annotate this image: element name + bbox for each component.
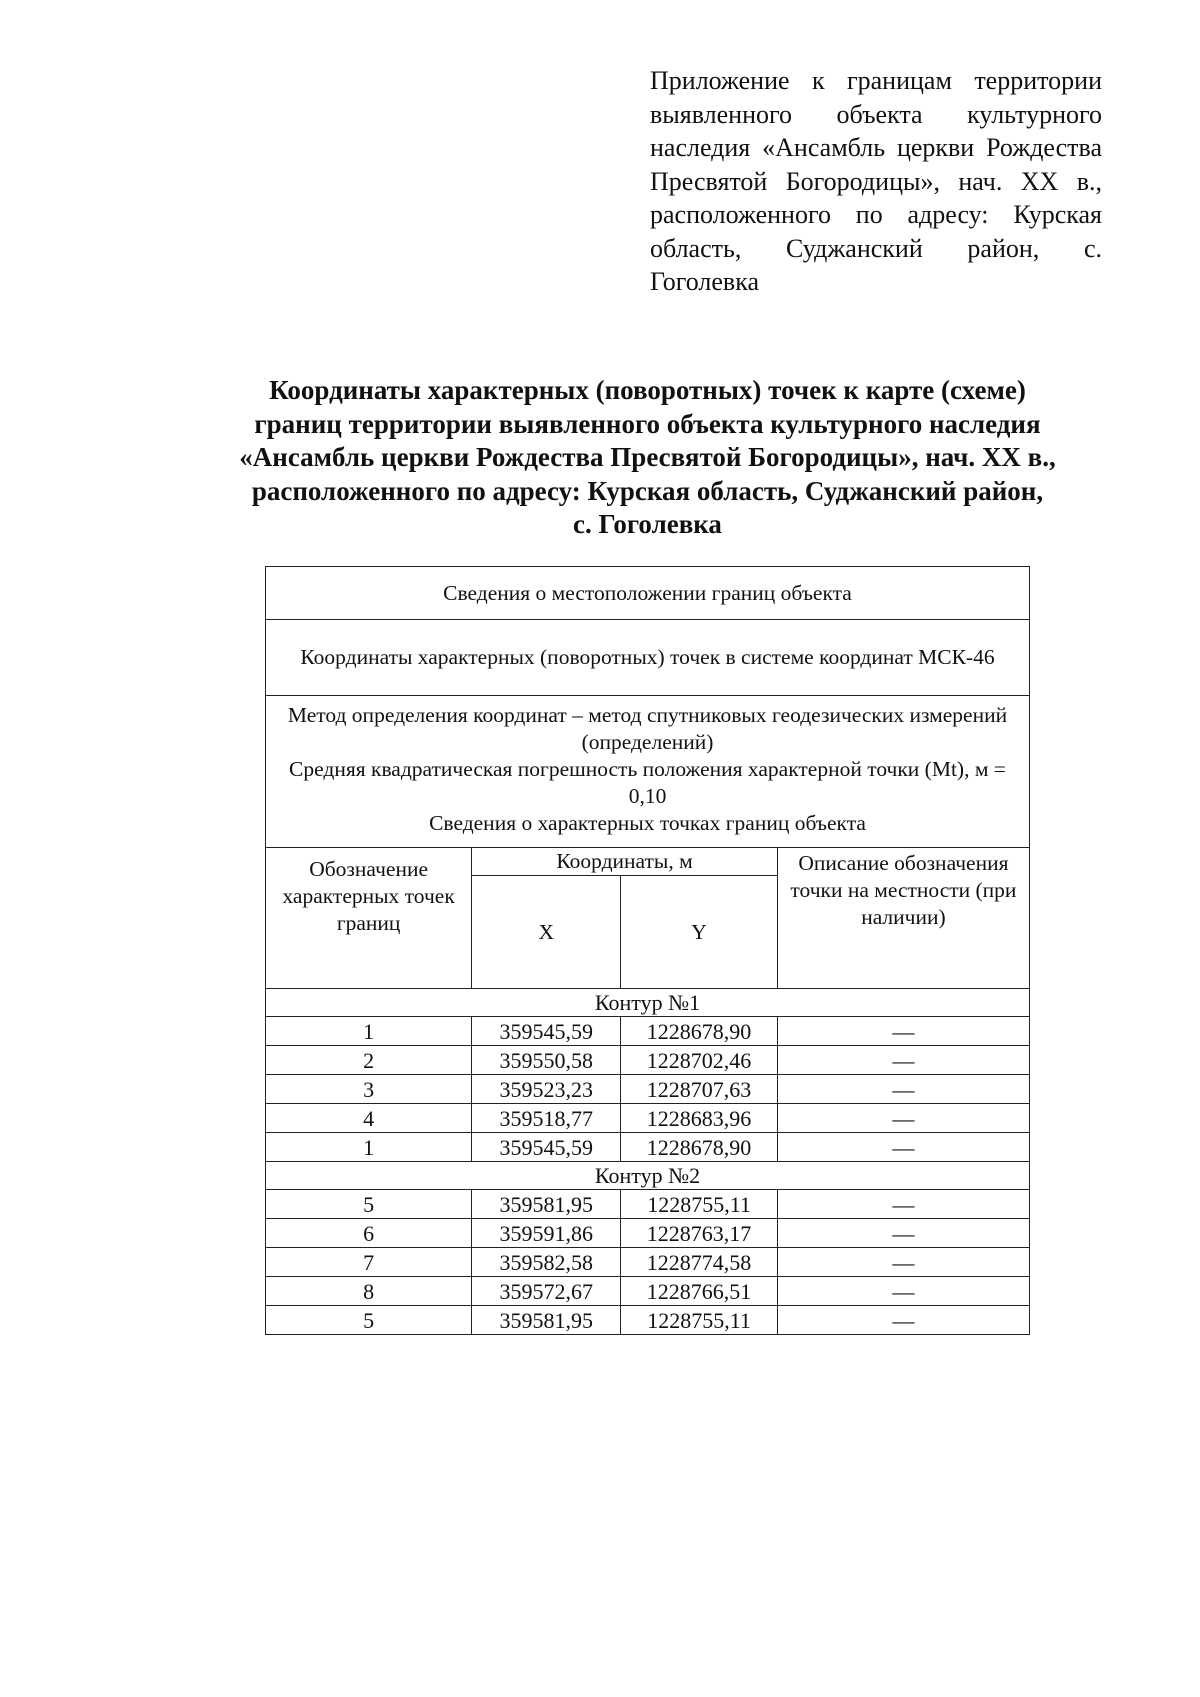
contour-label: Контур №2 (266, 1162, 1030, 1190)
point-number-cell: 5 (266, 1306, 472, 1335)
y-coordinate-cell: 1228766,51 (621, 1277, 778, 1306)
x-coordinate-cell: 359572,67 (472, 1277, 621, 1306)
table-row (266, 1277, 1030, 1306)
point-number-cell: 3 (266, 1075, 472, 1104)
coordinates-table-container (265, 566, 1030, 1335)
table-row (266, 1075, 1030, 1104)
title-line: «Ансамбль церкви Рождества Пресвятой Богородицы», нач. XX в., (239, 442, 1056, 472)
y-coordinate-cell: 1228755,11 (621, 1190, 778, 1219)
title-line: с. Гоголевка (573, 509, 722, 539)
point-number-cell: 1 (266, 1133, 472, 1162)
title-line: границ территории выявленного объекта культурного наследия (254, 408, 1041, 439)
y-coordinate-cell: 1228678,90 (621, 1133, 778, 1162)
description-cell: — (777, 1017, 1029, 1046)
table-row (266, 1219, 1030, 1248)
point-number-cell: 7 (266, 1248, 472, 1277)
point-number-cell: 8 (266, 1277, 472, 1306)
table-row (266, 1190, 1030, 1219)
x-column-header: X (472, 876, 621, 989)
description-cell: — (777, 1046, 1029, 1075)
table-row (266, 1046, 1030, 1075)
contour-label: Контур №1 (266, 989, 1030, 1017)
y-coordinate-cell: 1228678,90 (621, 1017, 778, 1046)
description-cell: — (777, 1190, 1029, 1219)
y-column-header: Y (621, 876, 778, 989)
description-column-header: Описание обозначения точки на местности (при наличии) (777, 848, 1029, 989)
points-info-header: Сведения о характерных точках границ объекта (429, 811, 866, 835)
y-coordinate-cell: 1228774,58 (621, 1248, 778, 1277)
description-cell: — (777, 1219, 1029, 1248)
y-coordinate-cell: 1228755,11 (621, 1306, 778, 1335)
description-cell: — (777, 1248, 1029, 1277)
description-cell: — (777, 1104, 1029, 1133)
designation-column-header: Обозначение характерных точек границ (266, 848, 472, 989)
point-number-cell: 2 (266, 1046, 472, 1075)
x-coordinate-cell: 359545,59 (472, 1133, 621, 1162)
table-row (266, 1133, 1030, 1162)
x-coordinate-cell: 359550,58 (472, 1046, 621, 1075)
point-number-cell: 5 (266, 1190, 472, 1219)
x-coordinate-cell: 359581,95 (472, 1190, 621, 1219)
description-cell: — (777, 1306, 1029, 1335)
document-title (180, 374, 1115, 542)
coords-column-header: Координаты, м (472, 848, 778, 876)
x-coordinate-cell: 359523,23 (472, 1075, 621, 1104)
x-coordinate-cell: 359545,59 (472, 1017, 621, 1046)
description-cell: — (777, 1133, 1029, 1162)
x-coordinate-cell: 359582,58 (472, 1248, 621, 1277)
y-coordinate-cell: 1228707,63 (621, 1075, 778, 1104)
table-row (266, 1017, 1030, 1046)
location-info-header: Сведения о местоположении границ объекта (266, 567, 1030, 620)
point-number-cell: 1 (266, 1017, 472, 1046)
description-cell: — (777, 1277, 1029, 1306)
title-line: расположенного по адресу: Курская область, Суджанский район, (251, 475, 1044, 506)
y-coordinate-cell: 1228683,96 (621, 1104, 778, 1133)
coordinate-system-header: Координаты характерных (поворотных) точек в системе координат МСК-46 (266, 620, 1030, 696)
x-coordinate-cell: 359591,86 (472, 1219, 621, 1248)
description-cell: — (777, 1075, 1029, 1104)
coordinates-table (265, 566, 1030, 1335)
table-row (266, 1306, 1030, 1335)
y-coordinate-cell: 1228763,17 (621, 1219, 778, 1248)
table-row (266, 1104, 1030, 1133)
point-number-cell: 6 (266, 1219, 472, 1248)
title-line: Координаты характерных (поворотных) точек к карте (схеме) (269, 375, 1026, 405)
method-accuracy-header (266, 696, 1030, 848)
appendix-note: Приложение к границам территории выявленного объекта культурного наследия «Ансамбль церкви Рождества Пресвятой Богородицы», нач. XX в., расположенного по адресу: Курская область, Суджанский район, с. Гоголевка (650, 66, 1102, 296)
y-coordinate-cell: 1228702,46 (621, 1046, 778, 1075)
table-row (266, 1248, 1030, 1277)
point-number-cell: 4 (266, 1104, 472, 1133)
x-coordinate-cell: 359518,77 (472, 1104, 621, 1133)
x-coordinate-cell: 359581,95 (472, 1306, 621, 1335)
accuracy-text: Средняя квадратическая погрешность положения характерной точки (Mt), м = 0,10 (289, 757, 1006, 808)
method-text: Метод определения координат – метод спутниковых геодезических измерений (определений) (287, 703, 1008, 754)
